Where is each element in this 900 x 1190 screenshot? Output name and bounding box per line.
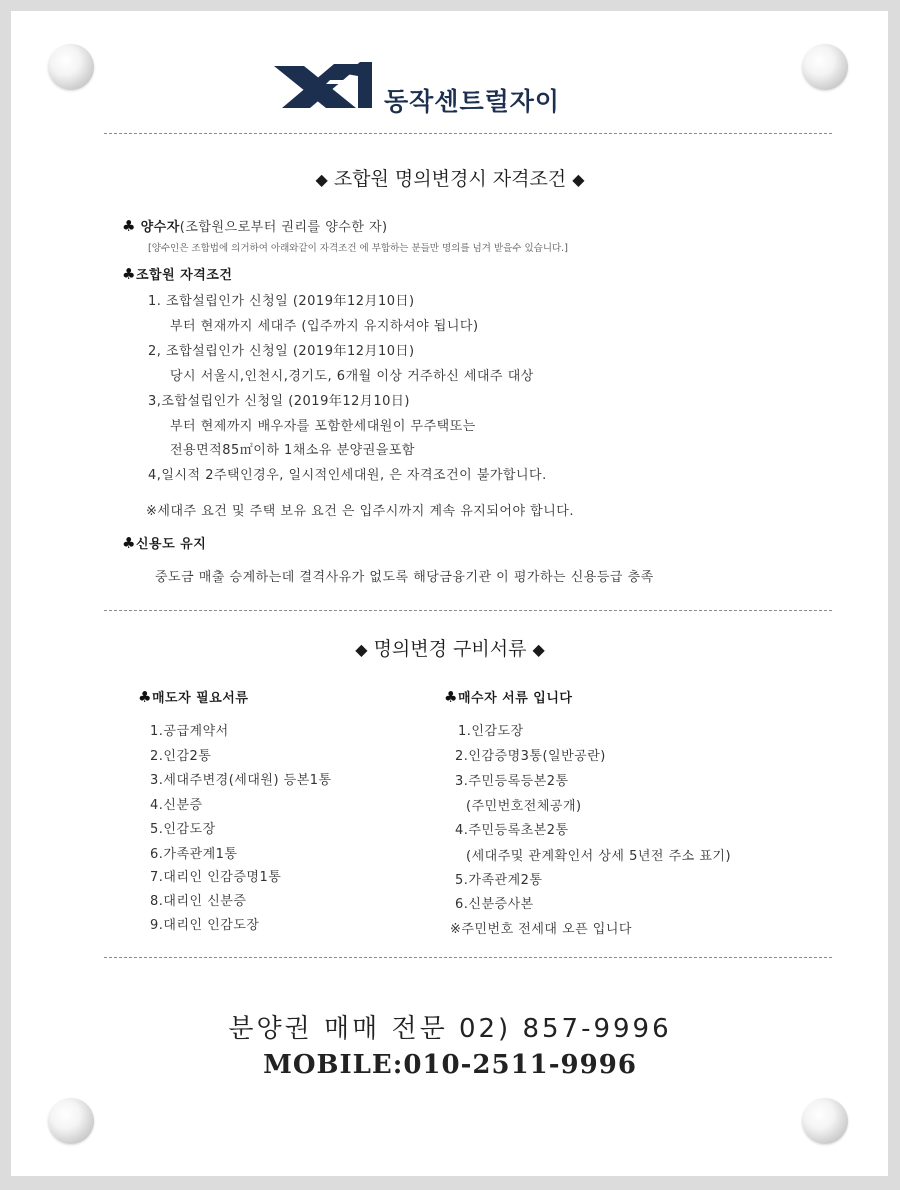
member-heading: 조합원 자격조건 [135,268,233,283]
buyer-item: 5.가족관계2통 [455,873,543,888]
mobile-line: MOBILE:010-2511-9996 [263,1050,637,1080]
diamond-icon: ◆ [532,640,545,659]
documents-title-row [0,634,900,661]
divider [104,133,832,134]
divider [104,610,832,611]
credit-text: 중도금 매출 승계하는데 결격사유가 없도록 해당금융기관 이 평가하는 신용등급 충족 [155,570,654,585]
buyer-item: (세대주및 관계확인서 상세 5년전 주소 표기) [466,849,732,864]
club-icon: ♣ [122,217,136,235]
club-icon: ♣ [122,265,136,283]
condition-line: 2, 조합설립인가 신청일 (2019年12月10日) [148,344,415,359]
buyer-item: 6.신분증사본 [455,897,534,912]
buyer-item: 1.인감도장 [458,724,524,739]
seller-item: 1.공급계약서 [150,724,229,739]
transferee-note: [양수인은 조합법에 의거하여 아래와같이 자격조건 에 부합하는 분들만 명의를 넘겨 받을수 있습니다.] [148,243,568,254]
seller-item: 3.세대주변경(세대원) 등본1통 [150,773,332,788]
diamond-icon: ◆ [355,640,368,659]
condition-line: 1. 조합설립인가 신청일 (2019年12月10日) [148,294,415,309]
diamond-icon: ◆ [572,170,585,189]
condition-line: 부터 현제까지 배우자를 포함한세대원이 무주택또는 [170,419,476,434]
seller-item: 9.대리인 인감도장 [150,918,260,933]
qualification-title: 조합원 명의변경시 자격조건 [333,168,567,190]
seller-item: 6.가족관계1통 [150,847,238,862]
pin-top-right [802,44,848,90]
buyer-item: (주민번호전체공개) [466,799,582,814]
buyer-item: 4.주민등록초본2통 [455,823,569,838]
brand-name: 동작센트럴자이 [384,87,561,116]
diamond-icon: ◆ [315,170,328,189]
phone-line: 분양권 매매 전문 02) 857-9996 [228,1014,672,1044]
transferee-row [122,216,388,235]
residency-remark: ※세대주 요건 및 주택 보유 요건 은 입주시까지 계속 유지되어야 합니다. [146,504,574,519]
condition-line: 전용면적85㎡이하 1채소유 분양권을포함 [170,443,415,458]
seller-heading-row [138,687,248,706]
buyer-item: 2.인감증명3통(일반공란) [455,749,606,764]
seller-item: 8.대리인 신분증 [150,894,247,909]
condition-line: 4,일시적 2주택인경우, 일시적인세대원, 은 자격조건이 불가합니다. [148,468,547,483]
buyer-item: 3.주민등록등본2통 [455,774,569,789]
transferee-heading: 양수자 [140,220,180,235]
buyer-heading-row [444,687,572,706]
buyer-item: ※주민번호 전세대 오픈 입니다 [450,922,632,937]
club-icon: ♣ [138,688,152,706]
member-heading-row [122,264,232,283]
seller-item: 5.인감도장 [150,822,216,837]
pin-bottom-right [802,1098,848,1144]
seller-item: 7.대리인 인감증명1통 [150,870,282,885]
condition-line: 3,조합설립인가 신청일 (2019年12月10日) [148,394,411,409]
buyer-heading: 매수자 서류 입니다 [457,691,573,706]
divider [104,957,832,958]
credit-heading-row [122,533,206,552]
club-icon: ♣ [122,534,136,552]
seller-item: 2.인감2통 [150,749,212,764]
credit-heading: 신용도 유지 [135,537,207,552]
club-icon: ♣ [444,688,458,706]
pin-bottom-left [48,1098,94,1144]
condition-line: 부터 현재까지 세대주 (입주까지 유지하셔야 됩니다) [170,319,479,334]
seller-heading: 매도자 필요서류 [151,691,249,706]
qualification-title-row [0,164,900,191]
pin-top-left [48,44,94,90]
seller-item: 4.신분증 [150,798,203,813]
documents-title: 명의변경 구비서류 [373,638,527,660]
transferee-sub: (조합원으로부터 권리를 양수한 자) [179,220,388,235]
condition-line: 당시 서울시,인천시,경기도, 6개월 이상 거주하신 세대주 대상 [170,369,534,384]
